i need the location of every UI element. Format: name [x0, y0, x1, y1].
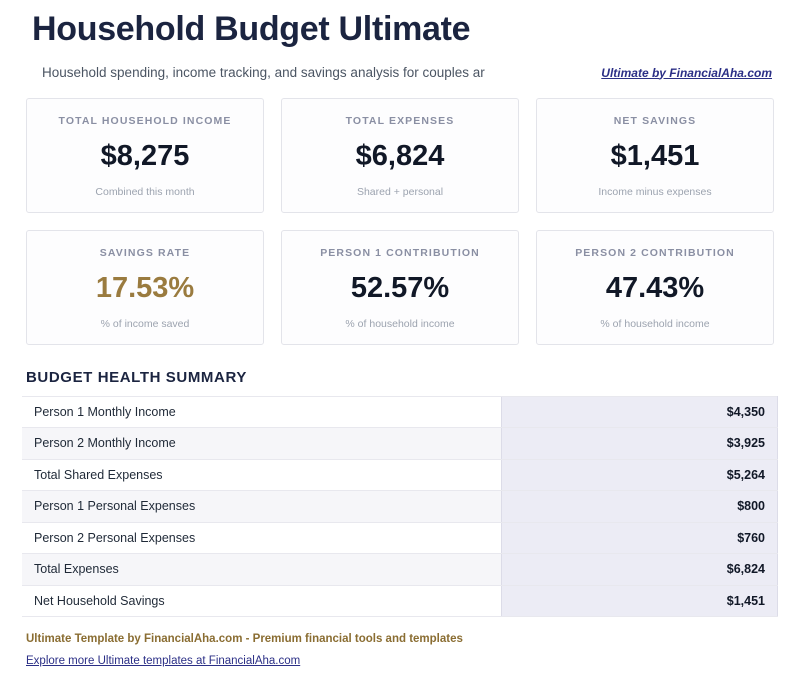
metric-card-label: TOTAL HOUSEHOLD INCOME	[58, 114, 232, 127]
metric-card-label: TOTAL EXPENSES	[345, 114, 455, 127]
metric-card-note: Income minus expenses	[598, 185, 712, 198]
metric-card-note: % of household income	[345, 317, 455, 330]
metric-card-value: $1,451	[610, 139, 700, 172]
metric-card-label: SAVINGS RATE	[99, 246, 191, 259]
metric-card-label: NET SAVINGS	[613, 114, 697, 127]
row-label: Person 1 Monthly Income	[22, 396, 502, 428]
row-value: $3,925	[502, 428, 778, 460]
table-row	[22, 585, 778, 617]
footer-note: Ultimate Template by FinancialAha.com - Premium financial tools and templates	[26, 633, 463, 645]
metric-card-savings-rate	[26, 230, 264, 345]
section-title-budget-health-summary: BUDGET HEALTH SUMMARY	[26, 368, 247, 386]
metric-card-label: PERSON 1 CONTRIBUTION	[320, 246, 480, 259]
row-value: $4,350	[502, 396, 778, 428]
metric-card-value: $8,275	[100, 139, 190, 172]
metric-card-value: 52.57%	[350, 271, 450, 304]
row-value: $800	[502, 491, 778, 523]
metric-card-value: $6,824	[355, 139, 445, 172]
metric-card-total-household-income	[26, 98, 264, 213]
page-subtitle: Household spending, income tracking, and savings analysis for couples ar	[42, 64, 485, 80]
metric-card-total-expenses	[281, 98, 519, 213]
row-label: Total Shared Expenses	[22, 459, 502, 491]
brand-link[interactable]: Ultimate by FinancialAha.com	[601, 65, 772, 80]
metric-card-person-2-contribution	[536, 230, 774, 345]
row-value: $760	[502, 522, 778, 554]
metric-card-value: 47.43%	[605, 271, 705, 304]
table-row	[22, 396, 778, 428]
metric-card-net-savings	[536, 98, 774, 213]
metric-card-note: % of household income	[600, 317, 710, 330]
metric-card-person-1-contribution	[281, 230, 519, 345]
row-value: $5,264	[502, 459, 778, 491]
metric-card-note: Combined this month	[95, 185, 195, 198]
table-row	[22, 554, 778, 586]
metric-card-value: 17.53%	[95, 271, 195, 304]
row-label: Person 2 Personal Expenses	[22, 522, 502, 554]
metric-card-note: % of income saved	[100, 317, 190, 330]
table-row	[22, 428, 778, 460]
row-value: $6,824	[502, 554, 778, 586]
row-label: Net Household Savings	[22, 585, 502, 617]
budget-summary-table	[22, 396, 778, 618]
metric-card-note: Shared + personal	[356, 185, 444, 198]
row-label: Person 1 Personal Expenses	[22, 491, 502, 523]
subtitle-row	[22, 65, 778, 80]
page-title: Household Budget Ultimate	[32, 10, 471, 48]
table-row	[22, 459, 778, 491]
metric-card-label: PERSON 2 CONTRIBUTION	[575, 246, 735, 259]
row-label: Total Expenses	[22, 554, 502, 586]
table-row	[22, 491, 778, 523]
table-row	[22, 522, 778, 554]
document-page	[0, 8, 800, 674]
footer-link[interactable]: Explore more Ultimate templates at FinancialAha.com	[26, 655, 301, 667]
metric-card-grid	[22, 98, 778, 345]
row-value: $1,451	[502, 585, 778, 617]
row-label: Person 2 Monthly Income	[22, 428, 502, 460]
